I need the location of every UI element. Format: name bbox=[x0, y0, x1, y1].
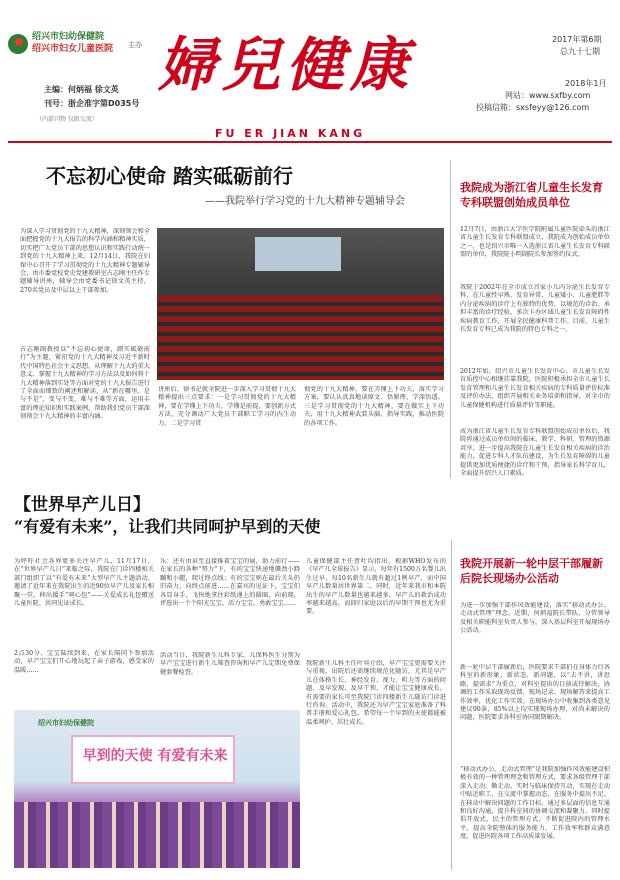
hospital-logo bbox=[8, 34, 28, 54]
main-article-col2: 讲座后，徐书记就全院进一步深入学习贯彻十九大精神提出三点要求：一是学习贯彻党的十九大精神，要在学懂上下功夫，学懂是前提，要创新方式方法，充分调动广大党员干部职工学习的内生动力。二是学习贯 bbox=[158, 386, 296, 427]
main-article-title: 不忘初心使命 踏实砥砺前行 bbox=[46, 164, 293, 188]
total-issue: 总九十七期 bbox=[560, 47, 600, 56]
side1-title: 我院成为浙江省儿童生长发育专科联盟创始成员单位 bbox=[460, 181, 603, 209]
main-article-col1: 为深入学习贯彻党的十九大精神，深刻领会和全面把握党的十九大报告的科学内涵和精神实质，切实把广大党员干部的思想认识和实践行动统一到党的十九大精神上来。12月14日，我院在妇保中心召开了学习贯彻党的十九大精神专题辅导会，由市委党校党史党建教研室占志刚主任作专题辅导讲座，辅导会由党委书记徐文英主持，270名党员及中层以上干部参加。 bbox=[20, 228, 150, 294]
photo-banner-text: 早到的天使 有爱有未来 bbox=[82, 747, 228, 764]
side2-p3: “移动式办公、走动式管理”是我院加强作风效能建设积极有效的一种管理理念和管理方式，要求各级管理干部深入走动、勤走动、实时与临床保持互动，实现在走动中贴近职工，在交流中掌握动态，在服务中提出不足、在移动中解决问题的工作目标。通过多层面的信息互通和良好沟通，提升科室间的协调交流和凝聚力，同时提倡开放式、民主的管理方式，不断促进院内的管理水平，提高全院整体的服务能力、工作效率和群众满意度，促进医院各项工作高质量发展。 bbox=[460, 766, 610, 841]
side1-p3: 2012年始，绍兴市儿童生长发育中心、市儿童生长发育质控中心相继挂靠我院，医院积极承担全市儿童生长发育管理和儿童生长发育相关疾病的专科质量评价标准及评价办法，组织开展相关业务培训和指导，对全市的儿童保健机构进行质量评价等职能。 bbox=[460, 368, 610, 409]
feature-col2: 乐：还有由甚至直接推着宝宝的展，助力前行——在家长的各种“努力”下，有的宝宝快速地撕劲小跷蹦和小腿，爬过终点线；有的宝宝则在最后关头仍旧奋力，向终点前进……在嘉宾的见证下，宝宝们各显身手，飞快地拿住彩纸递上的圆圈，向前爬，评选出一个个阳光宝宝、活力宝宝、勇敢宝宝…… bbox=[160, 558, 300, 608]
main-article-col1b: 占志刚副教授以“不忘初心使命，踏实砥砺前行”为主题，紧扣党的十九大精神及习近平新时代中国特色社会主义思想，从理解十九大的重大意义、掌握十九大精神的学习方法以及如何将十九大精神落到实处等方面对党的十九大报告进行了全面而细致的阐述和解读，从“新在哪里、是与不是”、变与不变，难与不难等方面，运用丰富的理论知识和实践案例，帮助我们党员干部深刻领会十九大精神的丰富内涵。 bbox=[20, 346, 150, 421]
feature-section-tag: 【世界早产儿日】 bbox=[14, 495, 150, 515]
column-divider-2 bbox=[451, 540, 452, 870]
side1-p1: 12月7日，由浙江大学医学院附属儿童医院牵头的浙江省儿童生长发育专科联盟成立，我院成为创始成员单位之一，也是绍兴市唯一入选浙江省儿童生长发育专科联盟的单位，我院院小明副院长参加签约仪式。 bbox=[460, 226, 610, 259]
issn-line: 刊号：浙企准字第D035号 bbox=[44, 99, 140, 108]
side1-p2: 我院于2002年在全市成立首家小儿内分泌生长发育专科，在儿童性早熟、发育异常、儿童矮小、儿童肥胖等内分泌疾病的诊疗上有独特的优势，以规范的诊治、承担丰富的诊疗经验，多次卡办区域儿童生长发育障碍性疾病教育工作，开展全民健康科普工作。目前，儿童生长发育专科已成为我院的特色专科之一。 bbox=[460, 284, 610, 334]
feature-col1b: 2点30分，宝宝陆续到来，在家长陪同下参加活动，早产宝宝们开心地玩起了亲子游戏，感受家的温暖…… bbox=[14, 650, 154, 674]
header-divider bbox=[8, 141, 612, 143]
photo-sign: 绍兴市妇幼保健院 bbox=[38, 719, 94, 727]
side2-p2: 新一轮中层干部履新后，医院要求干部们在身体力行各科室的新形象，新状态，新问题，以“去不讲，讲思路，提需求”为重点，对科室提出的目前或待解决，协调的工作采取现场反馈、现场记录、现场解答来提高工作效率，优化工作实效。在现场办公中收集到各类意见建议90条，85%以上均实现现场办理，对尚未解决的问题，医院要求各科室协同限期解决。 bbox=[460, 664, 610, 722]
side1-p4: 成为浙江省儿童生长发育专科联盟创始成员单位后，我院将通过成员单位间的临床、教学、科研、管理的资源共享，进一步提高我院在儿童生长发育相关疾病的诊治能力，促进专科人才队伍建设，为生长发育障碍的儿童提供更加优质便捷的诊疗和干预，指导家长科学育儿，全面提升绍兴人口素质。 bbox=[460, 428, 610, 478]
feature-col3: 儿童保健部主任曹叶均指出，根据WHO发布的《早产儿全球报告》显示，每年有1500万名婴儿出生过早，每10名新生儿就有超过1例早产，而中国早产儿数量居世界第二。同时，近年来我市和本院出生的早产儿数量也越来越多，早产儿的救治成功率越来越高，而回归家庭以后的早期干预也尤为重要。 bbox=[306, 558, 446, 616]
feature-col3b: 我院新生儿科主任叶奕介绍，早产宝宝更需要关注与重视，出院后还需继续规范化随访，尤其是早产儿在体格生长、神经发育、视力、听力等方面的问题，及早发现、及早干预，才能让宝宝健康成长。有需要的家长可至我院门诊四楼新生儿随访门诊进行咨询。活动中，我院还为早产宝宝家庭准备了科普手册和爱心礼包，希望每一个早到的天使都能被温柔呵护、茁壮成长。 bbox=[306, 660, 446, 726]
meeting-photo bbox=[157, 228, 444, 380]
email-line: 投稿信箱：sxsfeyy@126.com bbox=[476, 103, 590, 112]
event-group-photo bbox=[14, 710, 300, 868]
website-line: 网站：www.sxfby.com bbox=[505, 91, 591, 100]
issue-number: 2017年第6期 bbox=[552, 35, 602, 44]
feature-col2b: 活动当日，我院新生儿科专家、儿保科医生分别为早产宝宝进行新生儿筛查咨询和早产儿定期免费保健套餐检查。 bbox=[160, 652, 300, 676]
side2-title: 我院开展新一轮中层干部履新后院长现场办公活动 bbox=[460, 557, 603, 585]
publish-date: 2018年1月 bbox=[565, 79, 607, 88]
org-name-1: 绍兴市妇幼保健院 bbox=[32, 32, 105, 42]
editor-line: 主编：何炳福 徐文英 bbox=[44, 85, 119, 94]
feature-col1: 为呼吁社会各界更多关注早产儿，11月17日，在“世界早产儿日”来临之际，我院在门诊四楼相关部门组织了以“有爱有未来”大型早产儿主题活动，邀请了近年来在我院出生的近90位早产儿及家长相聚一堂，伸出援手“呵心包”——关爱成长礼包赠送儿童医院、共同见证成长。 bbox=[14, 558, 154, 608]
column-divider bbox=[450, 160, 451, 478]
main-article-subtitle: ——我院举行学习党的十九大精神专题辅导会 bbox=[205, 196, 405, 207]
side2-p1: 为进一步加强干部作风效能建设，落实“移动式办公、走动式管理”理念，近期，何炳福院长带队，分管领导及相关职能科室负责人参与，深入基层科室开展现场办公活动。 bbox=[460, 602, 610, 635]
main-article-col3: 彻党的十九大精神，要在弄懂上下功夫，落实学习方案，要认认真真地读原文、悟原理、学深悟透。三是学习贯彻党的十九大精神，要在做实上下功夫，用十九大精神武装头脑、指导实践，推动医院的各项工作。 bbox=[304, 386, 444, 427]
masthead-pinyin: FU ER JIAN KANG bbox=[215, 127, 366, 140]
feature-title: “有爱有未来”，让我们共同呵护早到的天使 bbox=[14, 517, 321, 536]
masthead-title: 婦兒健康 bbox=[158, 31, 415, 99]
internal-note: （内部刊物 仅限交流） bbox=[36, 116, 98, 123]
org-name-2: 绍兴市妇女儿童医院 bbox=[32, 44, 114, 54]
sponsor-label: 主办 bbox=[128, 41, 142, 49]
